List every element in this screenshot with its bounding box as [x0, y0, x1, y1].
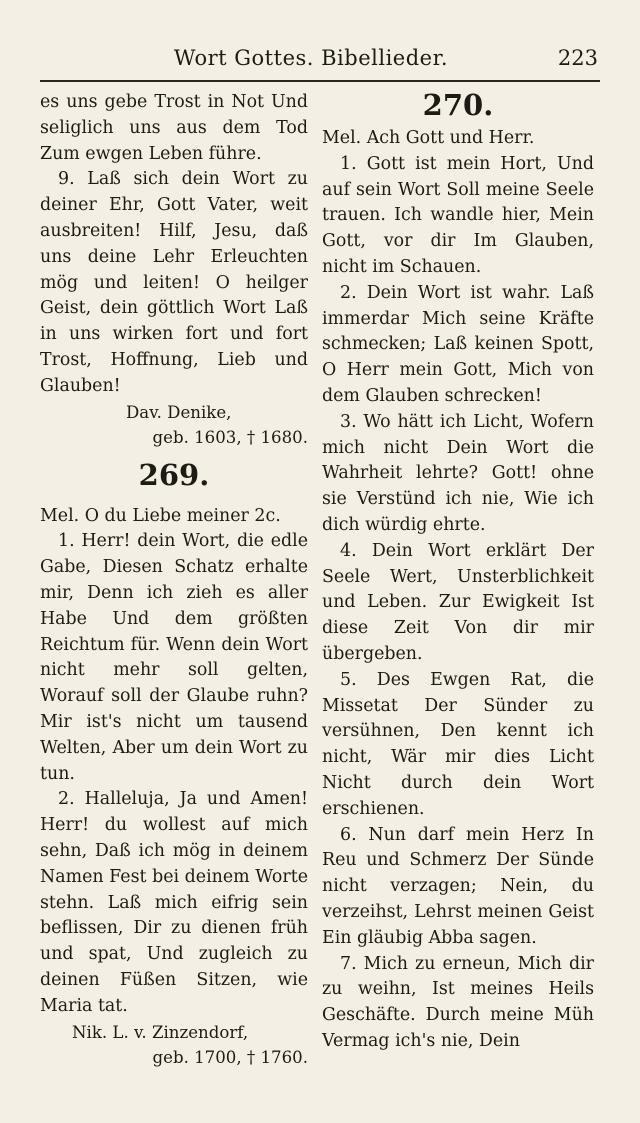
hymn-number-269: 269.: [138, 457, 210, 492]
hymn-270-verse-7: 7. Mich zu erneun, Mich dir zu weihn, Ist meines Heils Geschäfte. Durch meine Müh Vermag ich's nie, Dein: [322, 953, 594, 1051]
hymn-269-verse-2: 2. Halleluja, Ja und Amen! Herr! du wollest auf mich sehn, Daß ich mög in deinem Namen Fest bei deinem Worte stehn. Laß mich eifrig sein beflissen, Dir zu dienen früh und spat, Und zugleich zu deinen Füßen Sitzen, wie Maria tat.: [40, 789, 308, 1016]
hymn-270-verse-4: 4. Dein Wort erklärt Der Seele Wert, Unsterblichkeit und Leben. Zur Ewigkeit Ist diese Zeit Von dir mir übergeben.: [322, 540, 594, 664]
hymn-270-verse-3: 3. Wo hätt ich Licht, Wofern mich nicht Dein Wort die Wahrheit lehrte? Gott! ohne sie Verstünd ich nie, Wie ich dich würdig ehrte.: [322, 411, 594, 535]
running-title: Wort Gottes. Bibellieder.: [173, 46, 448, 70]
left-column: [40, 90, 308, 1070]
hymn-270-verse-6: 6. Nun darf mein Herz In Reu und Schmerz Der Sünde nicht verzagen; Nein, du verzeihst, Lehrst meinen Geist Ein gläubig Abba sagen.: [322, 824, 594, 948]
author-dates-1: geb. 1603, † 1680.: [152, 427, 308, 447]
hymn-270-melody: Mel. Ach Gott und Herr.: [322, 128, 535, 148]
author-name-2: Nik. L. v. Zinzendorf,: [72, 1022, 249, 1042]
hymn-270-verse-2: 2. Dein Wort ist wahr. Laß immerdar Mich seine Kräfte schmecken; Laß keinen Spott, O Herr mein Gott, Mich von dem Glauben schrecken!: [322, 282, 594, 406]
author-dates-2: geb. 1700, † 1760.: [152, 1047, 308, 1067]
hymn-270-verse-1: 1. Gott ist mein Hort, Und auf sein Wort Soll meine Seele trauen. Ich wandle hier, Mein Gott, vor dir Im Glauben, nicht im Schauen.: [322, 153, 594, 277]
running-header: [40, 46, 598, 76]
continuation-text: es uns gebe Trost in Not Und seliglich uns aus dem Tod Zum ewgen Leben führe.: [40, 92, 308, 164]
header-rule: [40, 80, 600, 82]
hymn-number-270: 270.: [422, 88, 494, 122]
hymn-269-melody: Mel. O du Liebe meiner 2c.: [40, 505, 281, 526]
hymn-270-verse-5: 5. Des Ewgen Rat, die Missetat Der Sünder zu versühnen, Den kennt ich nicht, Wär mir dies Licht Nicht durch dein Wort erschienen.: [322, 669, 594, 819]
author-name-1: Dav. Denike,: [126, 402, 232, 422]
page-number: 223: [557, 46, 598, 70]
right-column: [322, 90, 594, 1055]
hymn-269-verse-1: 1. Herr! dein Wort, die edle Gabe, Diesen Schatz erhalte mir, Denn ich zieh es aller Habe Und dem größten Reichtum für. Wenn dein Wort nicht mehr soll gelten, Worauf soll der Glaube ruhn? Mir ist's nicht um tausend Welten, Aber um dein Wort zu tun.: [40, 531, 308, 784]
hymn-268-verse-9: 9. Laß sich dein Wort zu deiner Ehr, Gott Vater, weit ausbreiten! Hilf, Jesu, daß uns deine Lehr Erleuchten mög und leiten! O heilger Geist, dein göttlich Wort Laß in uns wirken fort und fort Trost, Hoffnung, Lieb und Glauben!: [40, 169, 308, 396]
